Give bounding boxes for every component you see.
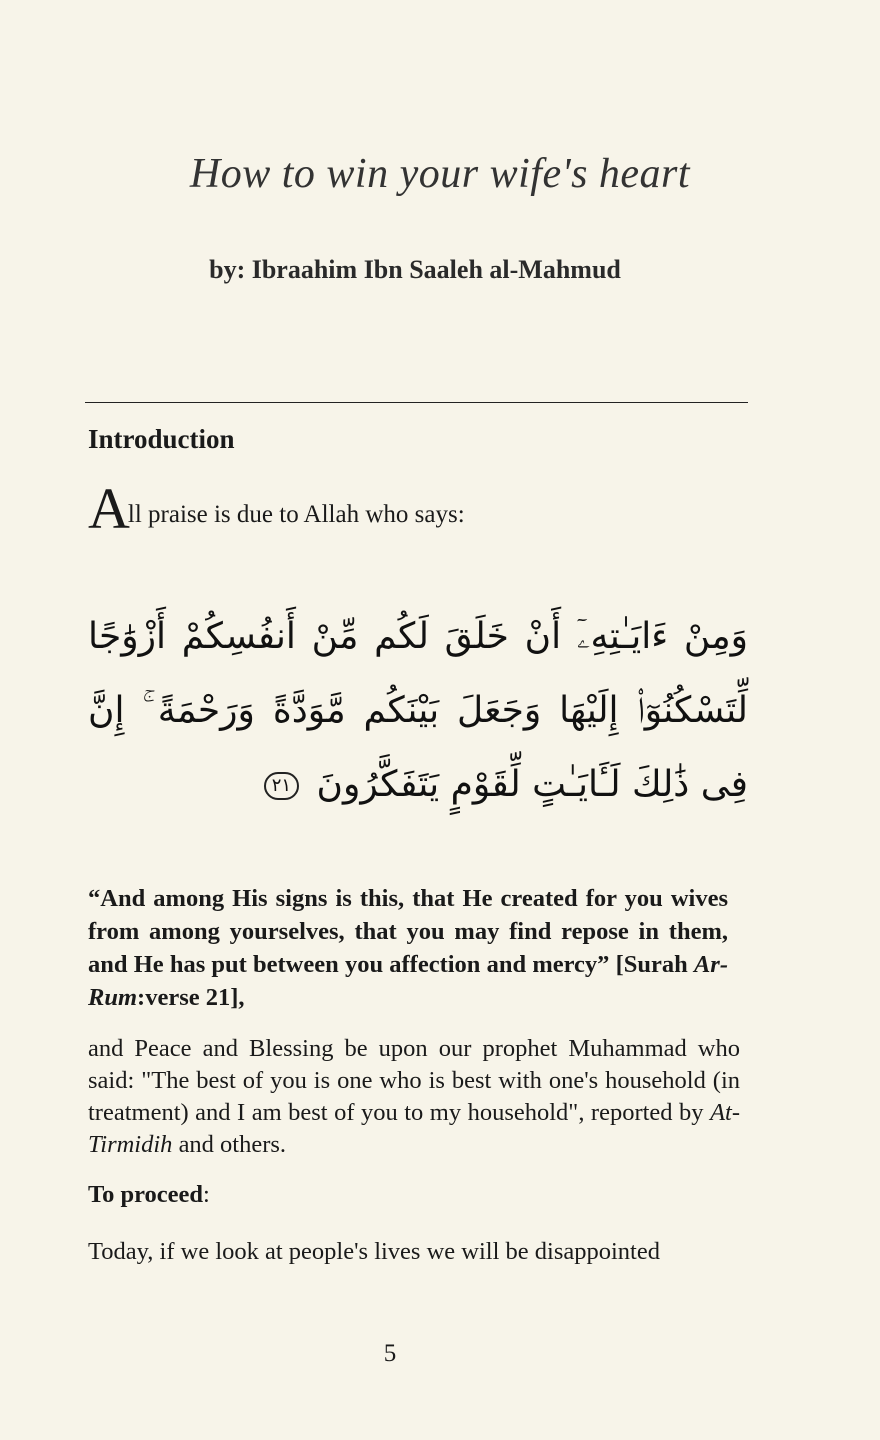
verse-translation [88,882,728,1014]
page-number: 5 [383,1340,397,1367]
page-title: How to win your wife's heart [189,151,691,197]
opening-text: ll praise is due to Allah who says: [127,501,465,528]
opening-line [88,476,748,542]
arabic-verse [88,600,748,822]
proceed-line [88,1181,210,1209]
section-heading: Introduction [88,424,235,454]
verse-number-marker: ٢١ [264,772,299,800]
quote-text: “And among His signs is this, that He created for you wives from among yourselves, that you may find repose in them, and He has put between you affection and mercy” [Surah [88,885,728,978]
surah-name: Ar-Rum [88,951,728,1011]
hadith-end: and others. [172,1131,287,1158]
hadith-paragraph [88,1033,740,1161]
author-line: by: Ibraahim Ibn Saaleh al-Mahmud [209,255,621,284]
horizontal-rule [85,402,748,403]
hadith-text: and Peace and Blessing be upon our prophet Muhammad who said: "The best of you is one who is best with one's household (in treatment) and I am best of you to my household", reported by [88,1035,740,1126]
hadith-source: At-Tirmidih [88,1099,740,1158]
arabic-verse-text: وَمِنْ ءَايَـٰتِهِۦٓ أَنْ خَلَقَ لَكُم مِّنْ أَنفُسِكُمْ أَزْوَٰجًا لِّتَسْكُنُوٓا۟ إِلَيْهَا وَجَعَلَ بَيْنَكُم مَّوَدَّةً وَرَحْمَةً ۚ إِنَّ فِى ذَٰلِكَ لَـَٔايَـٰتٍ لِّقَوْمٍ يَتَفَكَّرُونَ [88,616,748,805]
drop-cap: A [88,476,128,541]
proceed-label: To proceed [88,1181,204,1208]
body-paragraph: Today, if we look at people's lives we will be disappointed [88,1238,660,1265]
quote-reference-end: :verse 21], [137,984,245,1011]
proceed-colon: : [203,1181,210,1208]
